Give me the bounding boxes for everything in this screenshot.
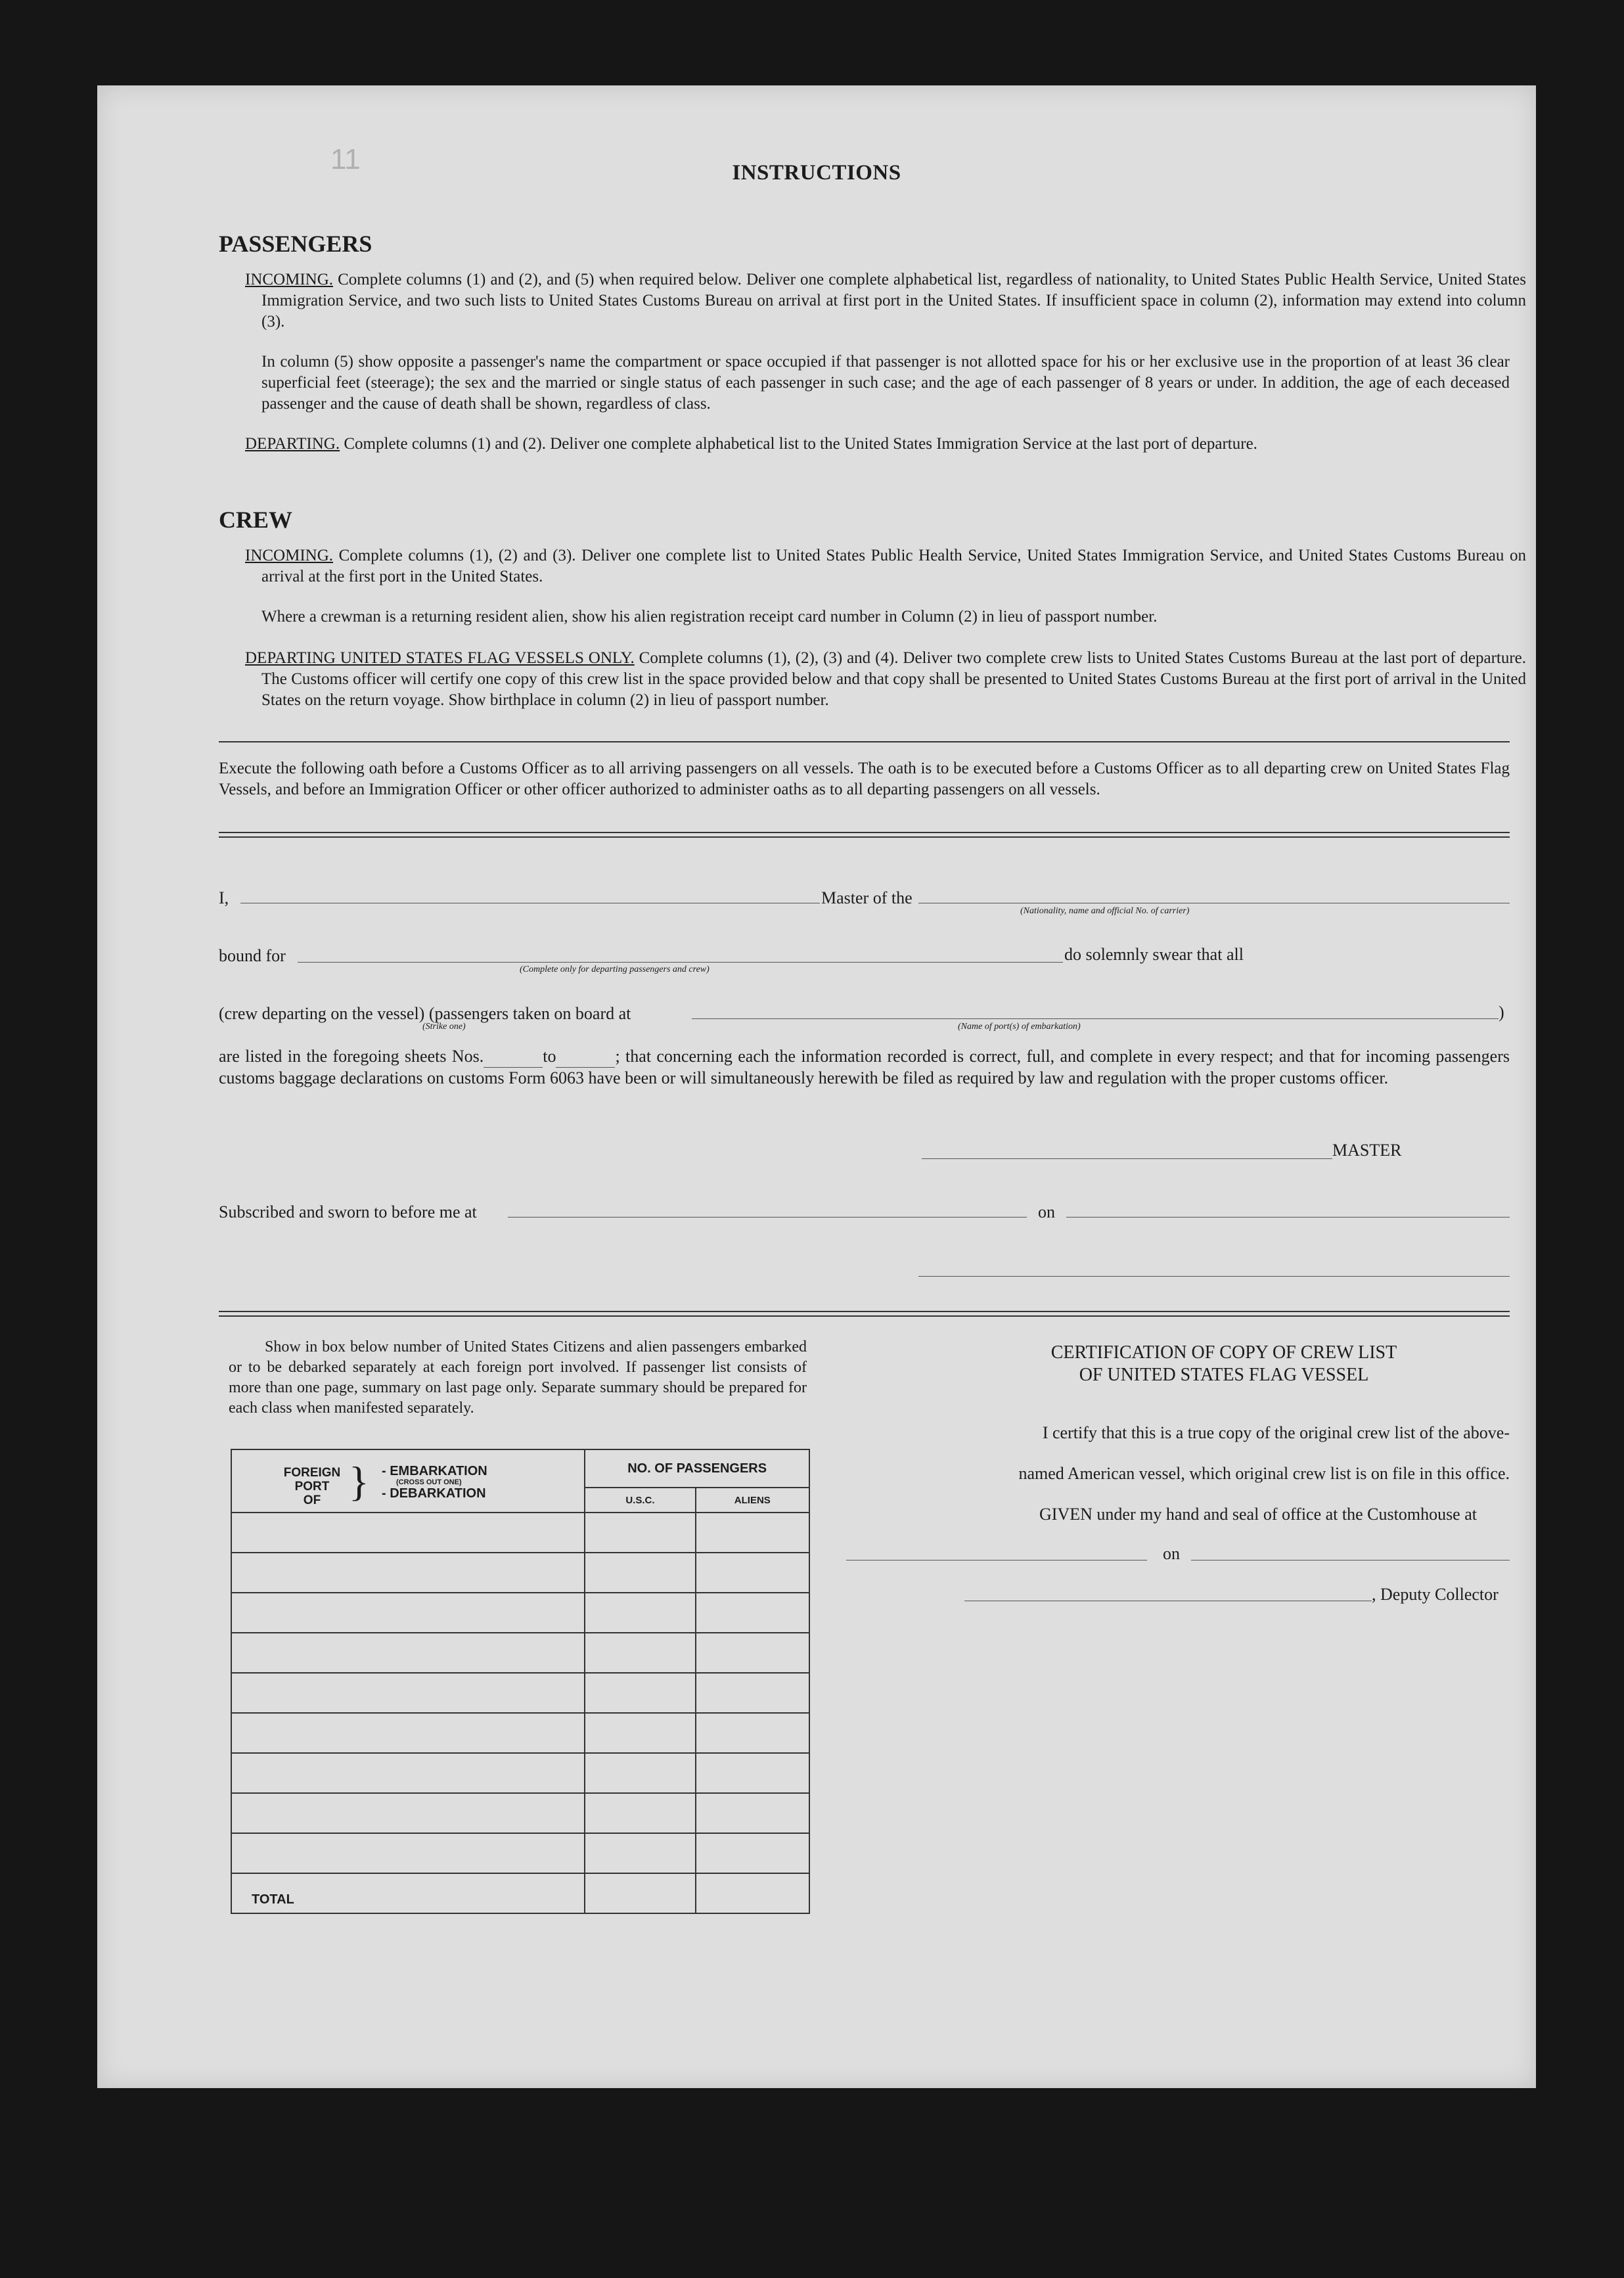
total-label: TOTAL xyxy=(231,1873,585,1913)
crew-departing-label: DEPARTING UNITED STATES FLAG VESSELS ONLY. xyxy=(245,649,635,667)
aliens-cell[interactable] xyxy=(696,1553,809,1593)
passengers-heading: PASSENGERS xyxy=(219,231,372,257)
aliens-cell[interactable] xyxy=(696,1673,809,1713)
crew-departing xyxy=(245,648,1526,711)
embarkation-label: - EMBARKATION xyxy=(382,1464,487,1478)
usc-cell[interactable] xyxy=(585,1633,695,1673)
usc-cell[interactable] xyxy=(585,1713,695,1753)
aliens-cell[interactable] xyxy=(696,1793,809,1833)
usc-cell[interactable] xyxy=(585,1673,695,1713)
crew-incoming xyxy=(245,545,1526,587)
strike-one-caption: (Strike one) xyxy=(422,1022,466,1032)
listed-paragraph xyxy=(219,1046,1510,1089)
port-embarkation-field[interactable] xyxy=(692,1018,1499,1019)
crew-incoming-text: Complete columns (1), (2) and (3). Deliver one complete list to United States Public Health Service, United States Immigration Service, and United States Customs Bureau on arrival at the first port in the United States. xyxy=(261,547,1526,585)
sheet-to-field[interactable] xyxy=(556,1046,615,1068)
aliens-cell[interactable] xyxy=(696,1753,809,1793)
bound-for-field[interactable] xyxy=(298,962,1063,963)
form-page xyxy=(97,85,1536,2088)
crew-departing-label-oath: (crew departing on the vessel) (passengers taken on board at xyxy=(219,1004,631,1023)
foreign-label: FOREIGN xyxy=(283,1466,341,1480)
port-cell[interactable] xyxy=(231,1593,585,1633)
master-signature-field[interactable] xyxy=(922,1158,1332,1159)
usc-total-cell[interactable] xyxy=(585,1873,695,1913)
crew-heading: CREW xyxy=(219,507,293,533)
certification-heading-line1: CERTIFICATION OF COPY OF CREW LIST xyxy=(1050,1342,1397,1363)
sworn-place-field[interactable] xyxy=(508,1217,1027,1218)
do-swear-label: do solemnly swear that all xyxy=(1064,945,1244,964)
port-cell[interactable] xyxy=(231,1713,585,1753)
no-of-passengers-header: NO. OF PASSENGERS xyxy=(585,1449,809,1488)
incoming-text: Complete columns (1) and (2), and (5) when required below. Deliver one complete alphabetical list, regardless of nationality, to United States Public Health Service, United States Immigration Service, and two such lists to United States Customs Bureau on arrival at first port in the United States. If insufficient space in column (2), information may extend into column (3). xyxy=(261,271,1526,330)
departing-label: DEPARTING. xyxy=(245,435,340,453)
usc-cell[interactable] xyxy=(585,1793,695,1833)
listed-a: are listed in the foregoing sheets Nos. xyxy=(219,1047,484,1066)
aliens-cell[interactable] xyxy=(696,1833,809,1873)
aliens-header: ALIENS xyxy=(696,1488,809,1513)
double-divider-lower xyxy=(219,1311,1510,1317)
usc-cell[interactable] xyxy=(585,1593,695,1633)
complete-only-caption: (Complete only for departing passengers and crew) xyxy=(520,965,710,974)
listed-to: to xyxy=(543,1047,556,1066)
departing-text: Complete columns (1) and (2). Deliver one complete alphabetical list to the United States Immigration Service at the last port of departure. xyxy=(344,435,1257,453)
summary-instructions: Show in box below number of United States Citizens and alien passengers embarked or to be debarked separately at each foreign port involved. If passenger list consists of more than one page, summary on last page only. Separate summary should be prepared for each class when manifested separately. xyxy=(229,1338,807,1417)
aliens-cell[interactable] xyxy=(696,1513,809,1553)
page-number-mark: 11 xyxy=(330,143,361,175)
deputy-collector-label: , Deputy Collector xyxy=(1372,1585,1499,1604)
port-header-cell xyxy=(231,1449,585,1513)
usc-cell[interactable] xyxy=(585,1753,695,1793)
sworn-on-label: on xyxy=(1038,1202,1055,1221)
usc-cell[interactable] xyxy=(585,1553,695,1593)
port-cell[interactable] xyxy=(231,1753,585,1793)
cert-on-label: on xyxy=(1163,1544,1180,1563)
cross-out-label: (CROSS OUT ONE) xyxy=(396,1478,462,1486)
port-label: PORT xyxy=(294,1480,330,1493)
port-cell[interactable] xyxy=(231,1673,585,1713)
officer-signature-field[interactable] xyxy=(918,1276,1510,1277)
usc-cell[interactable] xyxy=(585,1513,695,1553)
brace-icon: } xyxy=(349,1458,369,1505)
divider xyxy=(219,741,1510,742)
close-paren: ) xyxy=(1499,1003,1504,1022)
passengers-departing xyxy=(245,434,1526,455)
port-cell[interactable] xyxy=(231,1513,585,1553)
debarkation-label: - DEBARKATION xyxy=(382,1486,486,1501)
usc-cell[interactable] xyxy=(585,1833,695,1873)
double-divider xyxy=(219,832,1510,838)
port-cell[interactable] xyxy=(231,1833,585,1873)
passengers-incoming xyxy=(245,269,1526,332)
sheet-from-field[interactable] xyxy=(484,1046,543,1068)
certify-line1: I certify that this is a true copy of the original crew list of the above- xyxy=(1042,1423,1510,1442)
passengers-column5: In column (5) show opposite a passenger's name the compartment or space occupied if that passenger is not allotted space for his or her exclusive use in the proportion of at least 36 clear superficial feet (steerage); the sex and the married or single status of each passenger in such case; and the age of each passenger of 8 years or under. In addition, the age of each deceased passenger and the cause of death shall be shown, regardless of class. xyxy=(261,353,1510,413)
crew-resident: Where a crewman is a returning resident alien, show his alien registration receipt card number in Column (2) in lieu of passport number. xyxy=(261,608,1158,626)
port-cell[interactable] xyxy=(231,1793,585,1833)
port-cell[interactable] xyxy=(231,1553,585,1593)
ports-caption: (Name of port(s) of embarkation) xyxy=(958,1022,1081,1032)
aliens-total-cell[interactable] xyxy=(696,1873,809,1913)
of-label: OF xyxy=(303,1493,321,1507)
sworn-date-field[interactable] xyxy=(1066,1217,1510,1218)
aliens-cell[interactable] xyxy=(696,1713,809,1753)
crew-departing-text: Complete columns (1), (2), (3) and (4). Deliver two complete crew lists to United States Customs Bureau at the last port of departure. The Customs officer will certify one copy of this crew list in the space provided below and that copy shall be presented to United States Customs Bureau at the first port of arrival in the United States on the return voyage. Show birthplace in column (2) in lieu of passport number. xyxy=(261,649,1527,709)
bound-for-label: bound for xyxy=(219,946,286,965)
nationality-caption: (Nationality, name and official No. of carrier) xyxy=(1020,906,1190,916)
passenger-summary-table xyxy=(231,1449,810,1914)
oath-i: I, xyxy=(219,888,229,907)
subscribed-label: Subscribed and sworn to before me at xyxy=(219,1202,477,1221)
aliens-cell[interactable] xyxy=(696,1593,809,1633)
port-cell[interactable] xyxy=(231,1633,585,1673)
usc-header: U.S.C. xyxy=(585,1488,695,1513)
crew-incoming-label: INCOMING. xyxy=(245,547,334,564)
execute-oath-text: Execute the following oath before a Customs Officer as to all arriving passengers on all vessels. The oath is to be executed before a Customs Officer as to all departing crew on United States Flag Vessels, and before an Immigration Officer or other officer authorized to administer oaths as to all departing passengers on all vessels. xyxy=(219,760,1510,798)
aliens-cell[interactable] xyxy=(696,1633,809,1673)
certification-heading xyxy=(912,1342,1536,1386)
master-of-the-label: Master of the xyxy=(821,888,913,907)
master-label: MASTER xyxy=(1332,1141,1402,1160)
listed-b: ; that concerning each the information recorded is correct, full, and complete in every respect; and that for incoming passengers customs baggage declarations on customs Form 6063 have been or will simultaneously herewith be filed as required by law and regulation with the proper customs officer. xyxy=(219,1047,1510,1087)
certification-heading-line2: OF UNITED STATES FLAG VESSEL xyxy=(1079,1365,1369,1385)
incoming-label: INCOMING. xyxy=(245,271,334,288)
given-line: GIVEN under my hand and seal of office at the Customhouse at xyxy=(1039,1505,1477,1524)
certify-line2: named American vessel, which original crew list is on file in this office. xyxy=(1018,1464,1510,1483)
instructions-title: INSTRUCTIONS xyxy=(732,161,901,185)
